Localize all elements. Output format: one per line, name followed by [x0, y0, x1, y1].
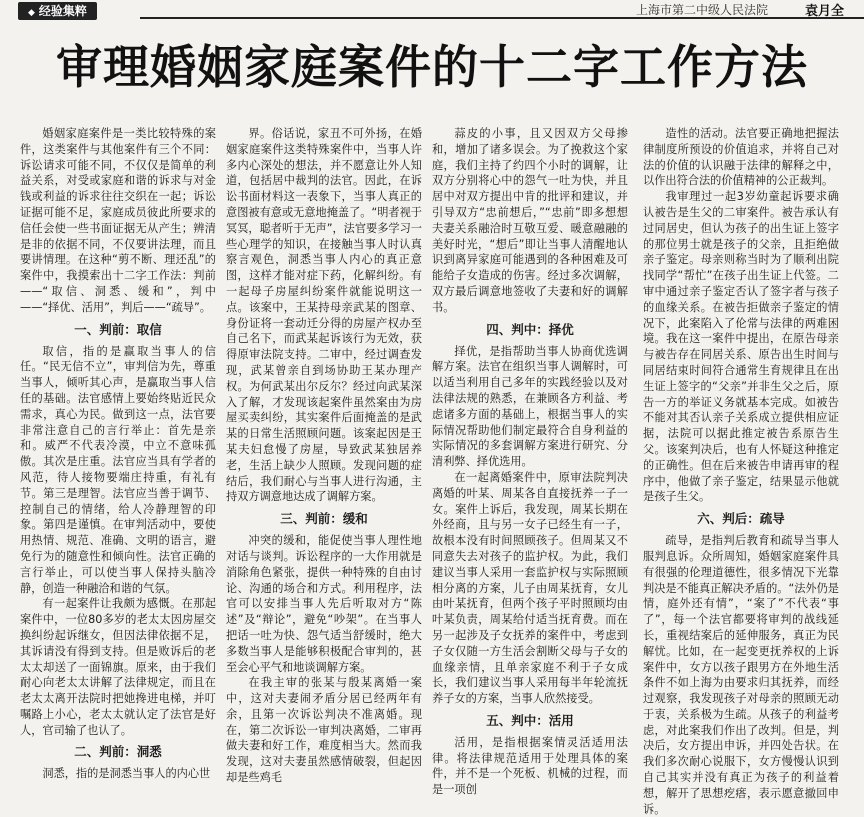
page-header: [0, 0, 864, 24]
column-1: [20, 126, 216, 782]
paragraph: 在一起离婚案件中，原审法院判决离婚的叶某、周某各自直接抚养一子一女。案件上诉后，我发现，周某长期在外经商，且与另一女子已经生有一子，故根本没有时间照顾孩子。但周某又不同意失去对孩子的监护权。为此，我们建议当事人采用一套监护权与实际照顾相分离的方案，儿子由周某抚育，女儿由叶某抚育，但两个孩子平时照顾均由叶某负责，周某给付适当抚育费。而在另一起涉及子女抚养的案件中，考虑到子女仅随一方生活会割断父母与子女的血缘亲情，且单亲家庭不利于子女成长，我们建议当事人采用每半年轮流抚养子女的方案，当事人欣然接受。: [432, 470, 628, 706]
section-heading: 四、判中：择优: [486, 321, 574, 337]
author-name: 袁月全: [804, 4, 844, 19]
article-title: 审理婚姻家庭案件的十二字工作方法: [56, 40, 808, 94]
column-3: [432, 126, 628, 798]
paragraph: 造性的活动。法官要正确地把握法律制度所预设的价值追求，并将自己对法的价值的认识融于法律的解释之中，以作出符合法的价值精神的公正裁判。: [643, 127, 839, 188]
source-label: 上海市第二中级人民法院: [635, 3, 768, 17]
paragraph: 疏导，是指判后教育和疏导当事人服判息诉。众所周知，婚姻家庭案件具有很强的伦理道德性，很多情况下光靠判决是不能真正解决矛盾的。“法外仍是情，庭外还有情”，“案了”不代表“事了”，每一个法官都要将审判的战线延长，重视结案后的延伸服务，真正为民解忧。比如，在一起变更抚养权的上诉案件中，女方以孩子跟男方在外地生活条件不如上海为由要求归其抚养，而经过观察，我发现孩子对母亲的照顾无动于衷，关系极为生疏。从孩子的利益考虑，对此案我们作出了改判。但是，判决后，女方提出申诉，并四处告状。在我们多次耐心说服下，女方慢慢认识到自己其实并没有真正为孩子的利益着想，解开了思想疙瘩，表示愿意撤回申诉。: [643, 534, 839, 816]
paragraph: 择优，是指帮助当事人协商优选调解方案。法官在组织当事人调解时，可以适当利用自己多年的实践经验以及对法律法规的熟悉，在兼顾各方利益、考虑诸多方面的基础上，根据当事人的实际情况帮助他们制定最符合自身利益的实际情况的多套调解方案进行研究、分清利弊、择优选用。: [432, 344, 628, 469]
paragraph: 蒜皮的小事，且又因双方父母掺和，增加了诸多误会。为了挽救这个家庭，我们主持了约四个小时的调解，让双方分别将心中的怨气一吐为快，并且居中对双方提出中肯的批评和建议，并引导双方“忠前想后，”“忠前”即多想想夫妻关系融洽时互敬互爱、暖意融融的美好时光，“想后”即让当事人清醒地认识到离异家庭可能遇到的各种困难及可能给子女造成的伤害。经过多次调解，双方最后调意地签收了夫妻和好的调解书。: [432, 127, 628, 314]
paragraph: 在我主审的张某与殷某离婚一案中，这对夫妻闹矛盾分居已经两年有余，且第一次诉讼判决不准离婚。现在，第二次诉讼一审判决离婚，二审再做夫妻和好工作，难度相当大。然而我发现，这对夫妻虽然感情破裂，但起因却是些鸡毛: [226, 676, 422, 785]
paragraph: 有一起案件让我颇为感慨。在那起案件中，一位80多岁的老太太因房屋交换纠纷起诉继女，但因法律依据不足，其诉请没有得到支持。但是败诉后的老太太却送了一面锦旗。原来，由于我们耐心向老太太讲解了法律规定，而且在老太太离开法院时把她搀进电梯，并叮嘱路上小心，老太太就认定了法官是好人，官司输了也认了。: [20, 597, 216, 737]
section-tag: [18, 2, 97, 20]
paragraph: 冲突的缓和，能促使当事人理性地对话与谈判。诉讼程序的一大作用就是消除角色紧张，提供一种特殊的自由讨论、沟通的场合和方式。利用程序，法官可以安排当事人先后听取对方“陈述”及“辩论”，避免“吵架”。在当事人把话一吐为快、怨气适当舒缓时，绝大多数当事人是能够积极配合审判的，甚至会心平气和地谈调解方案。: [226, 534, 422, 674]
column-2: [226, 126, 422, 786]
section-heading: 五、判中：活用: [486, 712, 574, 728]
paragraph: 界。俗话说，家丑不可外扬，在婚姻家庭案件这类特殊案件中，当事人许多内心深处的想法，并不愿意让外人知道，包括居中裁判的法官。因此，在诉讼书面材料这一表象下，当事人真正的意图被有意或无意地掩盖了。“明者视于冥冥，聪者听于无声”，法官要多学习一些心理学的知识，在接触当事人时认真察言观色，洞悉当事人内心的真正意图，这样才能对症下药，化解纠纷。有一起母子房屋纠纷案件就能说明这一点。该案中，王某持母亲武某的图章、身份证将一套动迁分得的房屋产权办至自己名下，而武某起诉该行为无效，获得原审法院支持。二审中，经过调查发现，武某曾亲自到场协助王某办理产权。为何武某出尔反尔？经过向武某深入了解，才发现该起案件虽然案由为房屋买卖纠纷，其实案件后面掩盖的是武某的日常生活照顾问题。该案起因是王某夫妇怠慢了房屋，导致武某独居养老，生活上缺少人照顾。发现问题的症结后，我们耐心与当事人进行沟通，主持双方调意地达成了调解方案。: [226, 127, 422, 504]
section-heading: 三、判前：缓和: [280, 511, 368, 527]
section-tag-label: 经验集粹: [38, 4, 87, 18]
paragraph: 活用，是指根据案情灵活适用法律。将法律规范适用于处理具体的案件，并不是一个死板、机械的过程，而是一项创: [432, 735, 628, 797]
section-heading: 一、判前：取信: [74, 321, 162, 337]
triangle-icon: ◆: [28, 8, 35, 18]
section-heading: 六、判后：疏导: [697, 511, 785, 527]
paragraph: 婚姻家庭案件是一类比较特殊的案件，这类案件与其他案件有三个不同：诉讼请求可能不同，不仅仅是简单的利益关系，对受或家庭和谐的诉求与对金钱或利益的诉求往往交织在一起；诉讼证据可能不足，家庭成员彼此所要求的信任会使一些书面证据无从产生；辨清是非的依据不同，不仅要讲法理，而且要讲情理。在这种“剪不断、理还乱”的案件中，我摸索出十二字工作法：判前——“取信、洞悉、缓和”，判中——“择优、活用”，判后——“疏导”。: [20, 127, 216, 314]
paragraph: 我审理过一起3岁幼童起诉要求确认被告是生父的二审案件。被告承认有过同居史，但认为孩子的出生证上签字的那位男士就是孩子的父亲，且拒绝做亲子鉴定。母亲则称当时为了顺利出院找同学“帮忙”在孩子出生证上代签。二审中通过亲子鉴定否认了签字者与孩子的血缘关系。在被告拒做亲子鉴定的情况下，此案陷入了伦常与法律的两难困境。我在这一案件中提出，在原告母亲与被告存在同居关系、原告出生时间与同居结束时间符合通常生育规律且在出生证上签字的“父亲”并非生父之后，原告一方的举证义务就基本完成。如被告不能对其否认亲子关系成立提供相应证据，法院可以据此推定被告系原告生父。该案判决后，也有人怀疑这种推定的正确性。但在后来被告申请再审的程序中，他做了亲子鉴定，结果显示他就是孩子生父。: [643, 190, 839, 504]
paragraph: 洞悉，指的是洞悉当事人的内心世: [42, 767, 211, 781]
column-4: [643, 126, 839, 817]
paragraph: 取信，指的是赢取当事人的信任。“民无信不立”，审判信为先，尊重当事人，倾听其心声，是赢取当事人信任的基础。法官感情上要始终贴近民众需求，真心为民。做到这一点，法官要非常注意自己的言行举止：首先是亲和。威严不代表冷漠，中立不意味孤傲。其次是庄重。法官应当具有学者的风范，待人接物要端庄持重，有礼有节。第三是理智。法官应当善于调节、控制自己的情绪，给人冷静理智的印象。第四是谨慎。在审判活动中，要使用热情、规范、准确、文明的语言，避免行为的随意性和倾向性。法官正确的言行举止，可以使当事人保持头脑冷静，创造一种融洽和谐的气氛。: [20, 344, 216, 595]
section-heading: 二、判前：洞悉: [74, 744, 162, 760]
